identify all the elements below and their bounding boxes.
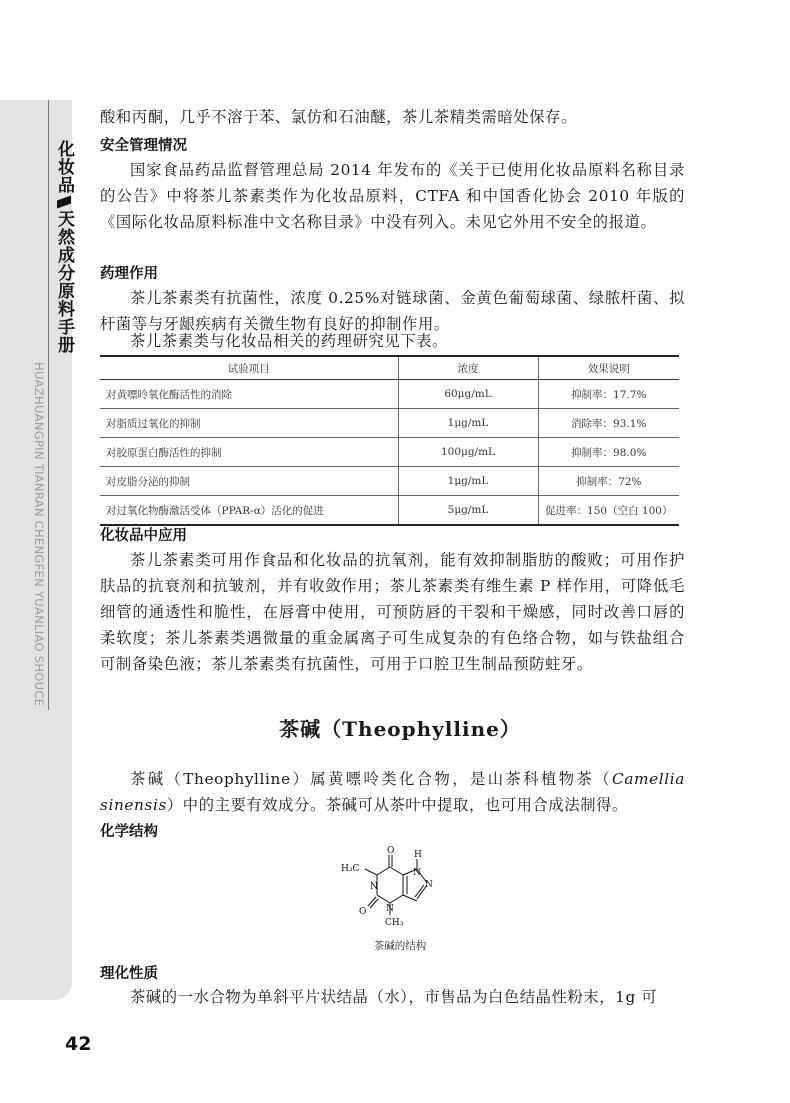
atom-label-nitrogen-9: N <box>425 880 433 890</box>
book-title-separator <box>57 195 71 208</box>
table-row <box>100 438 679 467</box>
latin-name: Camellia sinensis <box>100 770 685 814</box>
table-cell: 5μg/mL <box>398 496 538 526</box>
table-row <box>100 496 679 526</box>
table-cell: 抑制率：72% <box>538 467 679 496</box>
side-divider-line <box>48 100 49 710</box>
atom-label-methyl-top: H₃C <box>341 864 360 874</box>
table-cell: 促进率：150（空白 100） <box>538 496 679 526</box>
table-cell: 对脂质过氧化的抑制 <box>106 417 201 430</box>
heading-chemical-structure: 化学结构 <box>100 824 158 840</box>
table-cell: 对胶原蛋白酶活性的抑制 <box>106 446 222 459</box>
section-title-theophylline: 茶碱（Theophylline） <box>279 717 521 741</box>
cosmetic-use-paragraph: 茶儿茶素类可用作食品和化妆品的抗氧剂，能有效抑制脂肪的酸败；可用作护肤品的抗衰剂和抗皱剂，并有收敛作用；茶儿茶素类有维生素 P 样作用，可降低毛细管的通透性和脆性，在唇膏中使用，可预防唇的干裂和干燥感，同时改善口唇的柔软度；茶儿茶素类遇微量的重金属离子可生成复杂的有色络合物，如与铁盐组合可制备染色液；茶儿茶素类有抗菌性，可用于口腔卫生制品预防蛀牙。 <box>100 551 685 673</box>
theophylline-text-1: 茶碱（Theophylline）属黄嘌呤类化合物，是山茶科植物茶（ <box>130 770 613 788</box>
table-intro-paragraph: 茶儿茶素类与化妆品相关的药理研究见下表。 <box>130 332 448 350</box>
table-cell: 100μg/mL <box>398 438 538 467</box>
atom-label-oxygen-bottom: O <box>359 907 367 917</box>
page-number: 42 <box>65 1033 92 1055</box>
structure-caption: 茶碱的结构 <box>373 940 427 952</box>
table-header-cell: 试验项目 <box>227 362 270 375</box>
physicochemical-paragraph: 茶碱的一水合物为单斜平片状结晶（水），市售品为白色结晶性粉末，1g 可 <box>130 988 658 1006</box>
book-title-vertical <box>52 140 77 354</box>
atom-label-nitrogen-3: N <box>386 904 394 914</box>
table-header-row <box>100 356 679 380</box>
table-cell: 1μg/mL <box>398 467 538 496</box>
theophylline-text-2: ）中的主要有效成分。茶碱可从茶叶中提取，也可用合成法制得。 <box>166 796 628 814</box>
table-row <box>100 467 679 496</box>
table-cell: 对黄嘌呤氧化酶活性的消除 <box>106 388 232 401</box>
pharmacology-table <box>100 355 679 526</box>
table-cell: 抑制率：17.7% <box>538 380 679 409</box>
book-title-part-1: 化妆品 <box>54 140 74 194</box>
atom-label-methyl-bottom: CH₃ <box>385 918 404 928</box>
pharmacology-paragraph: 茶儿茶素类有抗菌性，浓度 0.25%对链球菌、金黄色葡萄球菌、绿脓杆菌、拟杆菌等与牙龈疾病有关微生物有良好的抑制作用。 <box>100 289 685 333</box>
heading-pharmacology: 药理作用 <box>100 266 158 282</box>
structure-atom-labels <box>341 846 433 928</box>
heading-safety: 安全管理情况 <box>100 138 187 154</box>
theophylline-paragraph <box>100 766 685 818</box>
atom-label-oxygen-top: O <box>387 846 395 856</box>
safety-paragraph: 国家食品药品监督管理总局 2014 年发布的《关于已使用化妆品原料名称目录的公告》中将茶儿茶素类作为化妆品原料，CTFA 和中国香化协会 2010 年版的《国际化妆品原料标准中文名称目录》中没有列入。未见它外用不安全的报道。 <box>100 161 685 231</box>
table-header-cell: 效果说明 <box>538 356 679 380</box>
book-title-pinyin: HUAZHUANGPIN TIANRAN CHENGFEN YUANLIAO SHOUCE <box>32 362 46 707</box>
table-row <box>100 380 679 409</box>
atom-label-hydrogen: H <box>414 850 422 860</box>
atom-label-nitrogen-1: N <box>370 882 378 892</box>
heading-cosmetic-use: 化妆品中应用 <box>100 528 187 544</box>
table-cell: 对过氧化物酶激活受体（PPAR-α）活化的促进 <box>106 504 324 517</box>
heading-physicochemical: 理化性质 <box>100 966 158 982</box>
book-title-part-2: 天然成分原料手册 <box>54 210 74 354</box>
table-cell: 1μg/mL <box>398 409 538 438</box>
table-cell: 抑制率：98.0% <box>538 438 679 467</box>
table-cell: 60μg/mL <box>398 380 538 409</box>
table-row <box>100 409 679 438</box>
table-header-cell: 浓度 <box>398 356 538 380</box>
table-cell: 对皮脂分泌的抑制 <box>106 475 190 488</box>
intro-paragraph: 酸和丙酮，几乎不溶于苯、氯仿和石油醚，茶儿茶精类需暗处保存。 <box>100 108 577 126</box>
theophylline-structure-diagram <box>335 845 455 935</box>
table-cell: 消除率：93.1% <box>538 409 679 438</box>
atom-label-nitrogen-7: N <box>413 868 421 878</box>
